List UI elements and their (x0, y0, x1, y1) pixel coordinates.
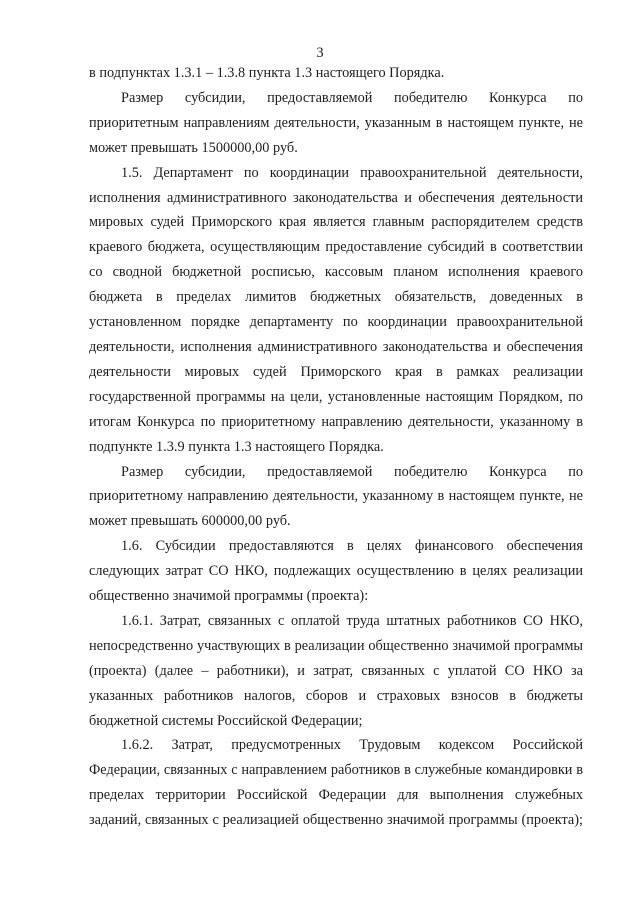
paragraph-1-6-1: 1.6.1. Затрат, связанных с оплатой труда штатных работников СО НКО, непосредственно участвующих в реализации общественно значимой программы (проекта) (далее – работники), и затрат, связанных с уплатой СО НКО за указанных работников налогов, сборов и страховых взносов в бюджеты бюджетной системы Российской Федерации; (89, 612, 583, 729)
paragraph-subsidy-amount-1: Размер субсидии, предоставляемой победителю Конкурса по приоритетным направлениям деятельности, указанным в настоящем пункте, не может превышать 1500000,00 руб. (89, 89, 583, 156)
paragraph-subsidy-amount-2: Размер субсидии, предоставляемой победителю Конкурса по приоритетному направлению деятельности, указанному в настоящем пункте, не может превышать 600000,00 руб. (89, 463, 583, 530)
page-number: 3 (316, 45, 324, 61)
paragraph-1-5: 1.5. Департамент по координации правоохранительной деятельности, исполнения административного законодательства и обеспечения деятельности мировых судей Приморского края является главным распорядителем средств краевого бюджета, осуществляющим предоставление субсидий в соответствии со сводной бюджетной росписью, кассовым планом исполнения краевого бюджета в пределах лимитов бюджетных обязательств, доведенных в установленном порядке департаменту по координации правоохранительной деятельности, исполнения административного законодательства и обеспечения деятельности мировых судей Приморского края в рамках реализации государственной программы на цели, установленные настоящим Порядком, по итогам Конкурса по приоритетному направлению деятельности, указанному в подпункте 1.3.9 пункта 1.3 настоящего Порядка. (89, 164, 583, 455)
paragraph-1-6: 1.6. Субсидии предоставляются в целях финансового обеспечения следующих затрат СО НКО, подлежащих осуществлению в целях реализации общественно значимой программы (проекта): (89, 538, 583, 605)
document-body (89, 61, 583, 833)
paragraph-1-6-2: 1.6.2. Затрат, предусмотренных Трудовым кодексом Российской Федерации, связанных с направлением работников в служебные командировки в пределах территории Российской Федерации для выполнения служебных заданий, связанных с реализацией общественно значимой программы (проекта); (89, 737, 583, 829)
paragraph-continuation: в подпунктах 1.3.1 – 1.3.8 пункта 1.3 настоящего Порядка. (89, 65, 445, 81)
